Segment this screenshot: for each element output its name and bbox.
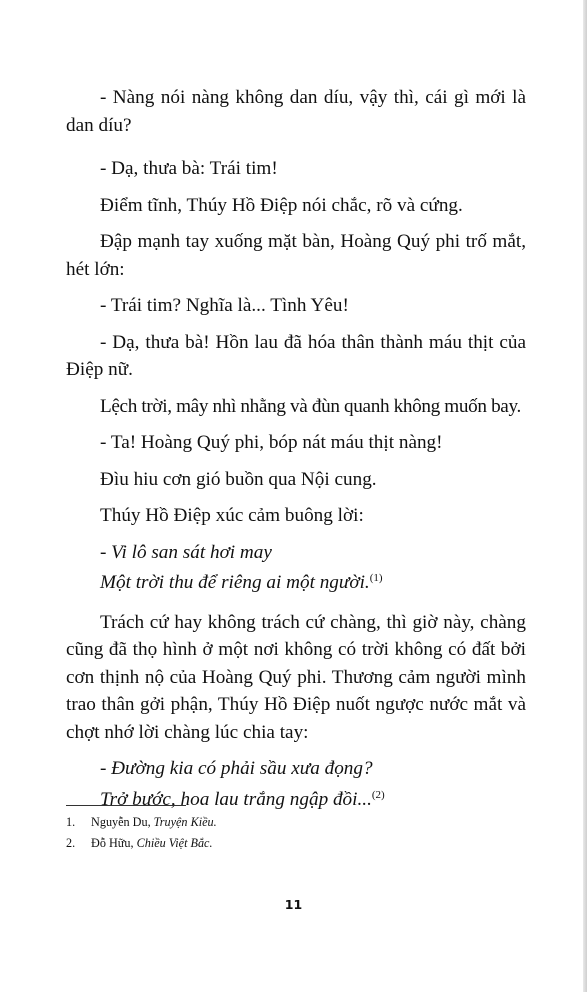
paragraph-8: - Ta! Hoàng Quý phi, bóp nát máu thịt nàng! [100,432,443,453]
footnote-2-work: Chiều Việt Bắc. [136,836,213,850]
verse-1-line-1: - Vi lô san sát hơi may [100,541,272,563]
page-edge-shadow [583,0,587,992]
footnote-2-author: Đỗ Hữu, [91,836,134,850]
footnote-ref-1: (1) [369,572,383,584]
paragraph-4: Đập mạnh tay xuống mặt bàn, Hoàng Quý phi trố mắt, hét lớn: [66,231,526,280]
paragraph-7: Lệch trời, mây nhì nhằng và đùn quanh không muốn bay. [100,395,521,417]
verse-2-line-2 [66,786,526,814]
footnote-1 [66,812,526,833]
footnote-ref-2: (2) [371,788,385,801]
page-number: 11 [284,897,303,912]
footnote-1-work: Truyện Kiều. [153,815,217,829]
footnotes [66,812,526,854]
paragraph-1: - Nàng nói nàng không dan díu, vậy thì, cái gì mới là dan díu? [66,87,526,136]
body-text [66,84,526,816]
verse-2-line-2-text: Trở bước, hoa lau trắng ngập đồi... [100,788,372,810]
verse-2-line-1: - Đường kia có phải sầu xưa đọng? [100,758,373,779]
footnote-divider [66,805,186,806]
paragraph-10: Thúy Hồ Điệp xúc cảm buông lời: [100,505,364,526]
verse-1-line-2 [66,569,526,597]
paragraph-2: - Dạ, thưa bà: Trái tim! [100,158,278,179]
footnote-2 [66,833,526,854]
footnote-1-author: Nguyễn Du, [91,815,151,829]
footnote-2-number: 2. [66,836,76,850]
verse-1-line-2-text: Một trời thu để riêng ai một người. [100,572,370,593]
paragraph-5: - Trái tim? Nghĩa là... Tình Yêu! [100,295,349,316]
paragraph-3: Điểm tĩnh, Thúy Hồ Điệp nói chắc, rõ và cứng. [100,194,463,216]
paragraph-9: Đìu hiu cơn gió buồn qua Nội cung. [100,468,377,490]
footnote-1-number: 1. [66,815,76,829]
paragraph-11: Trách cứ hay không trách cứ chàng, thì giờ này, chàng cũng đã thọ hình ở một nơi không có trời không có đất bởi cơn thịnh nộ của Hoàng Quý phi. Thương cảm người mình trao thân gởi phận, Thúy Hồ Điệp nuốt ngược nước mắt và chợt nhớ lời chàng lúc chia tay: [66,611,526,743]
paragraph-6: - Dạ, thưa bà! Hồn lau đã hóa thân thành máu thịt của Điệp nữ. [66,331,526,380]
